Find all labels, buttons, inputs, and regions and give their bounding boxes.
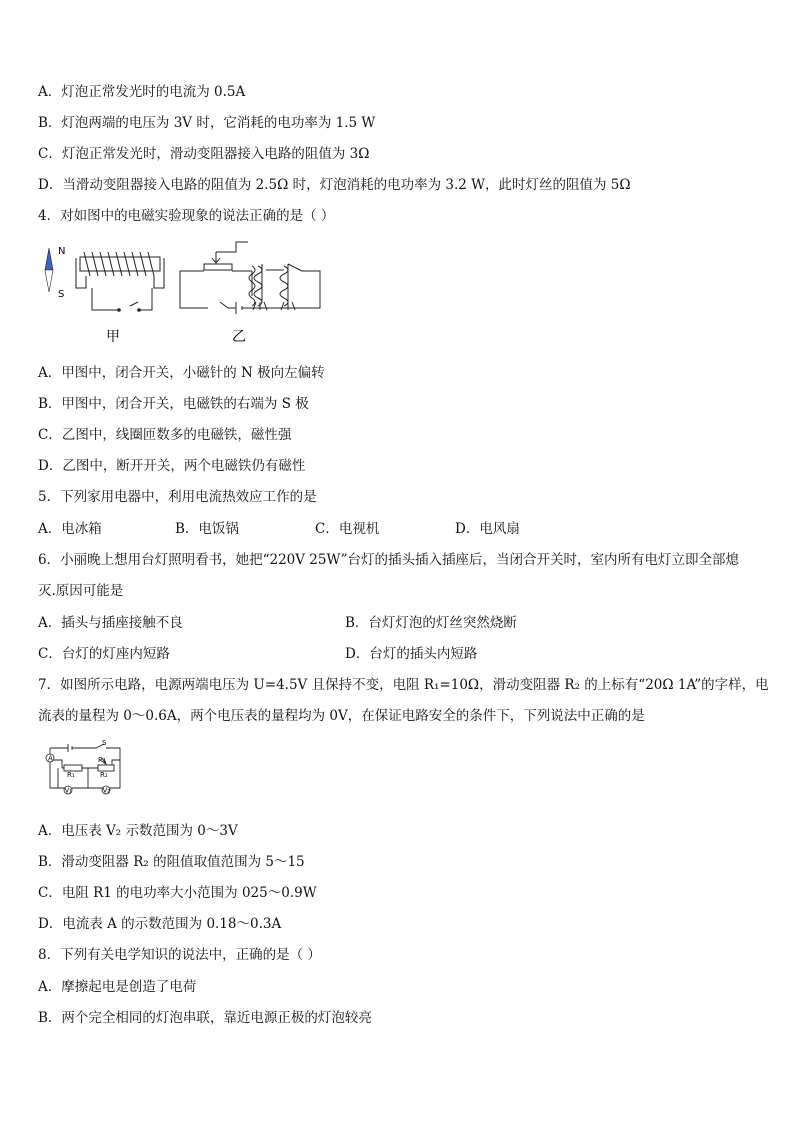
q4-north-label: N [58, 246, 66, 257]
q7-v2-label: V₂ [102, 786, 111, 795]
q6-stem-line2: 灭.原因可能是 [38, 583, 124, 599]
q6-option-b: B．台灯灯泡的灯丝突然烧断 [345, 615, 517, 631]
q7-option-d: D．电流表 A 的示数范围为 0.18～0.3A [38, 916, 282, 932]
q8-option-b: B．两个完全相同的灯泡串联，靠近电源正极的灯泡较亮 [38, 1010, 372, 1026]
q7-r1-label: R₁ [67, 771, 75, 779]
q7-option-c: C．电阻 R1 的电功率大小范围为 025～0.9W [38, 885, 317, 901]
electromagnet-jia [76, 252, 164, 311]
q6-stem-line1: 6．小丽晚上想用台灯照明看书，她把“220V 25W”台灯的插头插入插座后，当闭合开关时，室内所有电灯立即全部熄 [38, 552, 740, 568]
q3-option-b: B．灯泡两端的电压为 3V 时，它消耗的电功率为 1.5 W [38, 115, 376, 131]
q7-circuit-figure [42, 738, 132, 804]
q4-figure [40, 240, 330, 350]
compass-needle-icon [45, 248, 53, 292]
q4-caption-jia: 甲 [106, 329, 120, 345]
q4-option-a: A．甲图中，闭合开关，小磁针的 N 极向左偏转 [38, 365, 325, 381]
q7-option-b: B．滑动变阻器 R₂ 的阻值取值范围为 5～15 [38, 854, 305, 870]
q4-caption-yi: 乙 [232, 329, 246, 345]
q8-stem: 8．下列有关电学知识的说法中，正确的是（ ） [38, 947, 321, 963]
q7-ammeter-label: A [48, 754, 53, 763]
q4-option-d: D．乙图中，断开开关，两个电磁铁仍有磁性 [38, 458, 306, 474]
q7-p-label: P [98, 756, 103, 764]
q7-stem-line1: 7．如图所示电路，电源两端电压为 U=4.5V 且保持不变，电阻 R₁=10Ω，滑动变阻器 R₂ 的上标有“20Ω 1A”的字样，电 [38, 677, 769, 693]
q4-south-label: S [58, 289, 65, 300]
q5-option-c: C．电视机 [315, 521, 380, 537]
q7-option-a: A．电压表 V₂ 示数范围为 0～3V [38, 823, 238, 839]
q7-v1-label: V₁ [64, 786, 73, 795]
q3-option-a: A．灯泡正常发光时的电流为 0.5A [38, 84, 246, 100]
q4-stem: 4．对如图中的电磁实验现象的说法正确的是（ ） [38, 208, 335, 224]
q3-option-d: D．当滑动变阻器接入电路的阻值为 2.5Ω 时，灯泡消耗的电功率为 3.2 W，此时灯丝的阻值为 5Ω [38, 177, 631, 193]
q6-option-d: D．台灯的插头内短路 [345, 646, 478, 662]
q5-option-a: A．电冰箱 [38, 521, 102, 537]
q7-r2-label: R₂ [100, 771, 108, 779]
q4-option-b: B．甲图中，闭合开关，电磁铁的右端为 S 极 [38, 396, 309, 412]
q3-option-c: C．灯泡正常发光时，滑动变阻器接入电路的阻值为 3Ω [38, 146, 370, 162]
q5-stem: 5．下列家用电器中，利用电流热效应工作的是 [38, 489, 317, 505]
circuit-yi [180, 242, 320, 314]
q5-option-b: B．电饭锅 [175, 521, 239, 537]
q4-option-c: C．乙图中，线圈匝数多的电磁铁，磁性强 [38, 427, 292, 443]
q6-option-a: A．插头与插座接触不良 [38, 615, 183, 631]
q5-option-d: D．电风扇 [455, 521, 520, 537]
q6-option-c: C．台灯的灯座内短路 [38, 646, 170, 662]
q8-option-a: A．摩擦起电是创造了电荷 [38, 979, 197, 995]
q7-stem-line2: 流表的量程为 0～0.6A，两个电压表的量程均为 0V，在保证电路安全的条件下，下列说法中正确的是 [38, 708, 645, 724]
q7-switch-label: S [102, 739, 107, 747]
